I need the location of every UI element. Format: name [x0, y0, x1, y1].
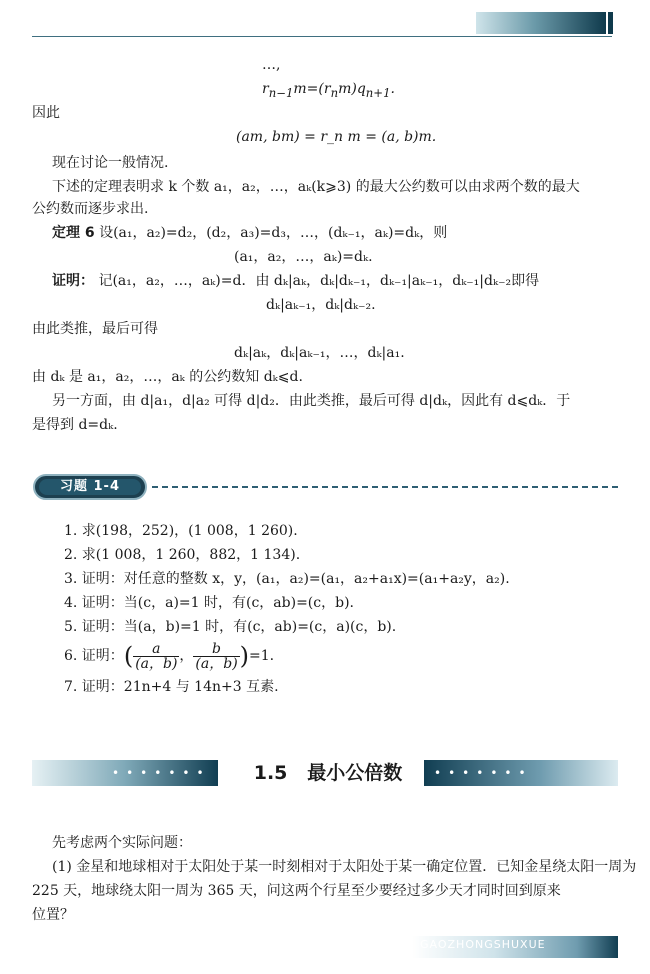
exercise-item-2: 2. 求(1 008，1 260，882，1 134).	[64, 547, 301, 563]
section-dots-right: •••••••	[434, 766, 533, 780]
text-problem-1: (1) 金星和地球相对于太阳处于某一时刻相对于太阳处于某一确定位置．已知金星绕太阳一周为	[52, 859, 637, 875]
exercise-item-5: 5. 证明：当(a，b)=1 时，有(c，ab)=(c，a)(c，b).	[64, 619, 397, 635]
section-heading	[240, 760, 416, 786]
proof-label: 证明：	[52, 273, 94, 289]
text-problem-1-cont: 225 天，地球绕太阳一周为 365 天，问这两个行星至少要经过多少天才同时回到原来	[32, 883, 561, 899]
header-rule	[32, 36, 612, 37]
exercise-item-7: 7. 证明：21n+4 与 14n+3 互素.	[64, 679, 279, 695]
text-general-case: 现在讨论一般情况.	[52, 155, 169, 171]
section-dots-left: •••••••	[112, 766, 211, 780]
exercise-item-3: 3. 证明：对任意的整数 x，y，(a₁，a₂)=(a₁，a₂+a₁x)=(a₁+a₂y，a₂).	[64, 571, 510, 587]
fraction-a: $\frac{a}{(a,b)}$	[135, 640, 178, 672]
exercise-badge-label: 习题 1-4	[39, 479, 141, 495]
proof-text: 记(a₁，a₂，…，aₖ)=d．由 dₖ|aₖ，dₖ|dₖ₋₁，dₖ₋₁|aₖ₋₁，dₖ₋₁|dₖ₋₂即得	[98, 273, 540, 289]
section-number: 1.5	[253, 762, 288, 784]
theorem-statement: 设(a₁，a₂)=d₂，(d₂，a₃)=d₃，…，(dₖ₋₁，aₖ)=dₖ，则	[99, 225, 448, 241]
ellipsis-line: …,	[262, 57, 281, 73]
footer-text: GAOZHONGSHUXUE	[420, 938, 546, 951]
text-common-divisor: 由 dₖ 是 a₁，a₂，…，aₖ 的公约数知 dₖ⩽d.	[32, 369, 303, 385]
theorem-conclusion: (a₁，a₂，…，aₖ)=dₖ.	[234, 249, 373, 265]
exercise-divider	[152, 486, 618, 488]
equation-rn: $r_{n-1}m=(r_nm)q_{n+1}$.	[262, 81, 395, 100]
proof-line-1	[52, 272, 539, 290]
proof-line-2: dₖ|aₖ₋₁，dₖ|dₖ₋₂.	[266, 297, 376, 313]
fraction-b: $\frac{b}{(a,b)}$	[195, 640, 238, 672]
text-theorem-intro: 下述的定理表明求 k 个数 a₁，a₂，…，aₖ(k⩾3) 的最大公约数可以由求两个数的最大	[52, 179, 580, 195]
exercise-item-4: 4. 证明：当(c，a)=1 时，有(c，ab)=(c，b).	[64, 595, 354, 611]
text-other-hand: 另一方面，由 d|a₁，d|a₂ 可得 d|d₂．由此类推，最后可得 d|dₖ，因此有 d⩽dₖ．于	[52, 393, 571, 409]
text-by-analogy: 由此类推，最后可得	[32, 321, 158, 337]
header-decoration-end	[608, 12, 613, 34]
theorem-6	[52, 224, 447, 242]
text-conclusion: 是得到 d=dₖ.	[32, 417, 118, 433]
text-two-problems: 先考虑两个实际问题：	[52, 835, 192, 851]
header-decoration-bar	[476, 12, 606, 34]
exercise-item-1: 1. 求(198，252)，(1 008，1 260).	[64, 523, 298, 539]
exercise-item-6-prefix: 6. 证明：	[64, 648, 124, 664]
equation-dk-divides: dₖ|aₖ，dₖ|aₖ₋₁，…，dₖ|a₁.	[234, 345, 405, 361]
section-title: 最小公倍数	[307, 762, 403, 784]
exercise-item-6: 6. 证明：( $\frac{a}{(a,b)}$ ， $\frac{b}{(a,b)}$ )=1.	[64, 640, 275, 672]
exercise-badge	[33, 474, 147, 500]
text-therefore: 因此	[32, 105, 60, 121]
text-problem-1-end: 位置？	[32, 907, 74, 923]
theorem-label: 定理 6	[52, 225, 95, 241]
text-theorem-intro-cont: 公约数而逐步求出.	[32, 201, 149, 217]
equation-am-bm: (am, bm) = r_n m = (a, b)m.	[236, 129, 437, 145]
